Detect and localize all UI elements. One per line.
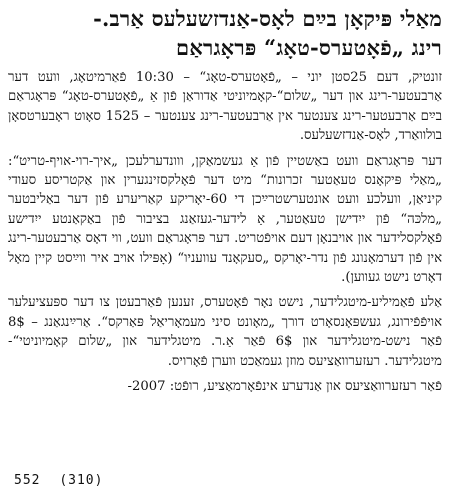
paragraph-intro: זונטיק, דעם 25סטן יוני – „פֿאָטערס-טאָג“ – 10:30 פֿאַרמיטאָג, וועט דער אַרבעטער-רינג און דער „שלום“-קאָמיוניטי אַדוראַן פֿון אַ „פֿאָטערס-טאָג“ פּראָגראַם בײַם אַרבעטער-רינג צענטער אין אַרבעטער-רינג צענטער – 1525 סאָוט ראָבערטסאָן בולוואַרד, לאָס-אַנדזשעלעס. xyxy=(8,70,442,144)
phone-number xyxy=(14,473,113,488)
article-body xyxy=(8,68,442,397)
paragraph-invitation: אַלע פֿאַמיליע-מיטגלידער, נישט נאָר פֿאָטערס, זענען פֿאַרבעטן צו דער ספּעציעלער אויפֿפֿירונג, געשפּאָנסאָרט דורך „מאָונט סיני מעמאָריאַל פּאַרקס“. אַרײַנגאַנג – 8$ פֿאַר נישט-מיטגלידער און 6$ פֿאַר אַ.ר. מיטגלידער און „שלום קאָמיוניטי“-מיטגלידער. רעזערוואַציעס מוזן געמאַכט ווערן פֿאָרויס. xyxy=(8,295,442,369)
article xyxy=(8,4,442,494)
headline-line-2: רינג „פֿאָטערס-טאָג“ פּראָגראַם xyxy=(176,35,442,60)
paragraph-contact: פֿאַר רעזערוואַציעס און אַנדערע אינפֿאָרמאַציע, רופֿט: 2007- xyxy=(127,379,442,395)
phone-number-part-2: (310) xyxy=(59,473,104,488)
paragraph-program: דער פּראָגראַם וועט באַשטיין פֿון אַ געשמאַקן, ווונדערלעכן „איך-רוי-אויף-טריט“: „מאַלי פּיקאָנס טעאַטער זכרונות“ מיט דער פֿאָלקסזינגערין און אַקטריסע סעודי קיניאַן, וועלכע וועט אונטערשטרײַכן די 60-יאָריקע קאַריערע פֿון דער באַליבטער „מלכּה“ פֿון ייִדישן טעאַטער, אַ לידער-געזאַנג בציבור פֿון באַקאַנטע ייִדישע פֿאָלקסלידער און אויבנאָן דעם אויפֿטריט. דער פּראָגראַם וועט, ווי דאָס אַרבעטער-רינג אין פֿון דערמאָנונג פֿון נדר-יאָרקס „סעקאָנד עוועניו“ (אָפּילו אויב איר ווײַסט קיין מאָל דאָרט נישט געווען). xyxy=(8,153,443,286)
headline-line-1: מאַלי פּיקאָן בײַם לאָס-אַנדזשעלעס אַרב.- xyxy=(93,6,442,31)
phone-number-part-1: 552 xyxy=(14,473,41,488)
headline xyxy=(8,4,442,62)
